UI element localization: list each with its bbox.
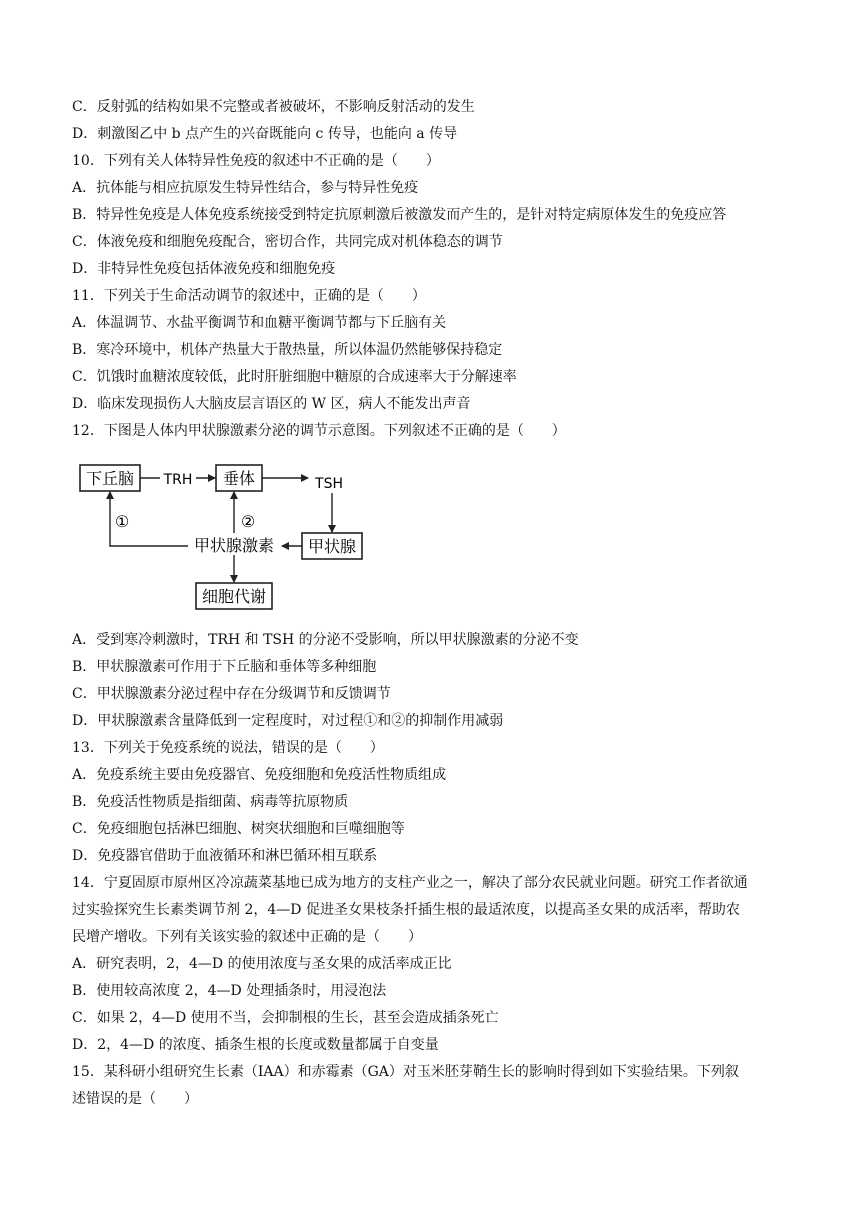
pituitary-label: 垂体 bbox=[222, 469, 256, 488]
thyroid-regulation-diagram bbox=[72, 455, 372, 615]
cell-metabolism-label: 细胞代谢 bbox=[201, 587, 267, 606]
thyroid-hormone-label: 甲状腺激素 bbox=[193, 536, 275, 555]
question-15: 15．某科研小组研究生长素（IAA）和赤霉素（GA）对玉米胚芽鞘生长的影响时得到如下实验结果。下列叙 bbox=[72, 1064, 739, 1080]
text-line: C．饥饿时血糖浓度较低，此时肝脏细胞中糖原的合成速率大于分解速率 bbox=[72, 369, 517, 385]
text-line: B．甲状腺激素可作用于下丘脑和垂体等多种细胞 bbox=[72, 659, 377, 675]
text-line: D．2，4—D 的浓度、插条生根的长度或数量都属于自变量 bbox=[72, 1037, 439, 1053]
text-line: 过实验探究生长素类调节剂 2，4—D 促进圣女果枝条扦插生根的最适浓度，以提高圣女果的成活率，帮助农 bbox=[72, 902, 740, 918]
text-line: D．免疫器官借助于血液循环和淋巴循环相互联系 bbox=[72, 848, 378, 864]
text-line: A．免疫系统主要由免疫器官、免疫细胞和免疫活性物质组成 bbox=[72, 767, 447, 783]
text-line: C．反射弧的结构如果不完整或者被破坏，不影响反射活动的发生 bbox=[72, 99, 475, 115]
text-line: A．抗体能与相应抗原发生特异性结合，参与特异性免疫 bbox=[72, 180, 419, 196]
text-line: B．使用较高浓度 2，4—D 处理插条时，用浸泡法 bbox=[72, 983, 387, 999]
text-line: C．甲状腺激素分泌过程中存在分级调节和反馈调节 bbox=[72, 686, 391, 702]
question-12: 12．下图是人体内甲状腺激素分泌的调节示意图。下列叙述不正确的是（ ） bbox=[72, 423, 566, 439]
text-line: B．免疫活性物质是指细菌、病毒等抗原物质 bbox=[72, 794, 349, 810]
trh-label: TRH bbox=[163, 472, 193, 488]
text-line: C．体液免疫和细胞免疫配合，密切合作，共同完成对机体稳态的调节 bbox=[72, 234, 503, 250]
question-13: 13．下列关于免疫系统的说法，错误的是（ ） bbox=[72, 740, 384, 756]
text-line: D．刺激图乙中 b 点产生的兴奋既能向 c 传导，也能向 a 传导 bbox=[72, 126, 458, 142]
text-line: A．研究表明，2，4—D 的使用浓度与圣女果的成活率成正比 bbox=[72, 956, 452, 972]
text-line: C．免疫细胞包括淋巴细胞、树突状细胞和巨噬细胞等 bbox=[72, 821, 405, 837]
process-2-label: ② bbox=[240, 512, 256, 531]
question-10: 10．下列有关人体特异性免疫的叙述中不正确的是（ ） bbox=[72, 153, 440, 169]
text-line: D．甲状腺激素含量降低到一定程度时，对过程①和②的抑制作用减弱 bbox=[72, 713, 504, 729]
text-line: A．体温调节、水盐平衡调节和血糖平衡调节都与下丘脑有关 bbox=[72, 315, 447, 331]
diagram-svg bbox=[72, 455, 372, 615]
thyroid-label: 甲状腺 bbox=[307, 537, 357, 556]
text-line: C．如果 2，4—D 使用不当，会抑制根的生长，甚至会造成插条死亡 bbox=[72, 1010, 499, 1026]
tsh-label: TSH bbox=[315, 476, 343, 492]
question-11: 11．下列关于生命活动调节的叙述中，正确的是（ ） bbox=[72, 288, 426, 304]
text-line: D．非特异性免疫包括体液免疫和细胞免疫 bbox=[72, 261, 336, 277]
text-line: B．寒冷环境中，机体产热量大于散热量，所以体温仍然能够保持稳定 bbox=[72, 342, 503, 358]
text-line: 述错误的是（ ） bbox=[72, 1091, 198, 1107]
question-14: 14．宁夏固原市原州区冷凉蔬菜基地已成为地方的支柱产业之一，解决了部分农民就业问题。研究工作者欲通 bbox=[72, 875, 748, 891]
text-line: A．受到寒冷刺激时，TRH 和 TSH 的分泌不受影响，所以甲状腺激素的分泌不变 bbox=[72, 632, 579, 648]
process-1-label: ① bbox=[114, 512, 130, 531]
text-line: D．临床发现损伤人大脑皮层言语区的 W 区，病人不能发出声音 bbox=[72, 396, 471, 412]
text-line: B．特异性免疫是人体免疫系统接受到特定抗原刺激后被激发而产生的，是针对特定病原体发生的免疫应答 bbox=[72, 207, 727, 223]
text-line: 民增产增收。下列有关该实验的叙述中正确的是（ ） bbox=[72, 929, 422, 945]
hypothalamus-label: 下丘脑 bbox=[85, 469, 135, 488]
